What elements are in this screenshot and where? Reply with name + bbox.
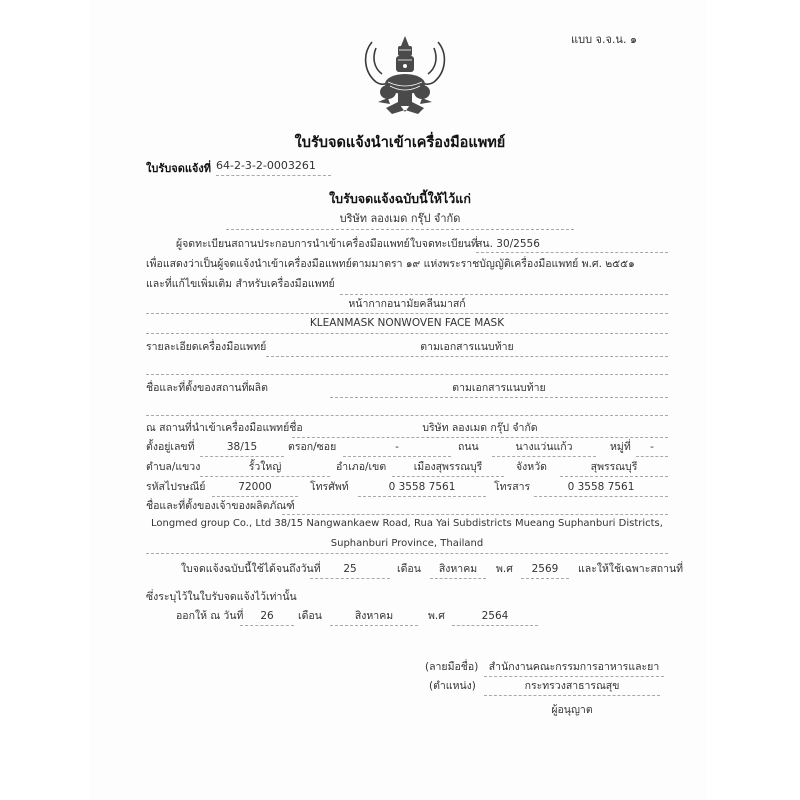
registration-dotted-line [216,175,331,176]
validity-year-label: พ.ศ [496,563,513,575]
province-value: สุพรรณบุรี [590,461,638,473]
position-label: (ตำแหน่ง) [429,680,476,692]
owner-label: ชื่อและที่ตั้งของเจ้าของผลิตภัณฑ์ [146,500,295,512]
blank-dotted-line-1 [146,374,668,375]
subdistrict-label: ตำบล/แขวง [146,461,201,473]
province-dotted-line [560,476,668,477]
issued-year: 2564 [481,610,509,622]
road-label: ถนน [458,441,479,453]
company-name: บริษัท ลองเมด กรุ๊ป จำกัด [339,212,461,225]
issued-year-label: พ.ศ [428,610,445,622]
postal-label: รหัสไปรษณีย์ [146,481,206,493]
moo-dotted-line [636,456,668,457]
subdistrict-value: รั้วใหญ่ [248,461,282,473]
owner-address-line-1: Longmed group Co., Ltd 38/15 Nangwankaew Road, Rua Yai Subdistricts Mueang Suphanburi Districts, [151,518,663,529]
device-details-dotted-line [266,356,668,357]
import-site-value: บริษัท ลองเมด กรุ๊ป จำกัด [422,422,538,434]
document-title: ใบรับจดแจ้งนำเข้าเครื่องมือแพทย์ [294,135,506,151]
moo-value: - [650,441,654,453]
validity-day-dotted-line [310,578,390,579]
signature-value: สำนักงานคณะกรรมการอาหารและยา [488,661,660,673]
fax-label: โทรสาร [494,481,531,493]
postal-value: 72000 [238,481,272,493]
issued-month-label: เดือน [298,610,322,622]
statement-line-2: และที่แก้ไขเพิ่มเติม สำหรับเครื่องมือแพทย์ [146,278,335,290]
device-th-dotted-line [146,313,668,314]
position-dotted-line [484,695,660,696]
statement-dotted-line [340,294,668,295]
phone-label: โทรศัพท์ [310,481,349,493]
soi-label: ตรอก/ซอย [288,441,337,453]
owner-address-line-2: Suphanburi Province, Thailand [330,538,484,549]
phone-value: 0 3558 7561 [388,481,456,493]
license-reg-value: สน. 30/2556 [476,238,540,250]
statement-line-1: เพื่อแสดงว่าเป็นผู้จดแจ้งนำเข้าเครื่องมือแพทย์ตามมาตรา ๑๙ แห่งพระราชบัญญัติเครื่องมือแพทย์ พ.ศ. ๒๕๕๑ [146,258,635,270]
garuda-emblem-icon [358,32,452,122]
postal-dotted-line [212,496,298,497]
house-no-dotted-line [200,456,284,457]
form-code: แบบ จ.จ.น. ๑ [571,33,637,46]
district-label: อำเภอ/เขต [336,461,387,473]
device-name-th: หน้ากากอนามัยคลีนมาสก์ [348,298,466,310]
road-dotted-line [492,456,596,457]
device-name-en: KLEANMASK NONWOVEN FACE MASK [309,317,505,329]
device-details-value: ตามเอกสารแนบท้าย [420,341,514,353]
validity-line-2: ซึ่งระบุไว้ในใบรับจดแจ้งไว้เท่านั้น [146,591,297,603]
device-en-dotted-line [146,333,668,334]
district-value: เมืองสุพรรณบุรี [413,461,483,473]
fax-value: 0 3558 7561 [567,481,635,493]
house-no-label: ตั้งอยู่เลขที่ [146,441,195,453]
manufacturer-dotted-line [330,397,668,398]
phone-dotted-line [358,496,486,497]
signature-dotted-line [484,676,664,677]
validity-day: 25 [343,563,357,575]
house-no-value: 38/15 [226,441,258,453]
registration-label: ใบรับจดแจ้งที่ [146,162,211,175]
validity-year-dotted-line [521,578,569,579]
issued-label: ออกให้ ณ วันที่ [176,610,244,622]
blank-dotted-line-2 [146,415,668,416]
owner-label-dotted-line [282,514,668,515]
signatory-role: ผู้อนุญาต [551,704,593,716]
subdistrict-dotted-line [200,476,330,477]
soi-dotted-line [343,456,451,457]
registration-number: 64-2-3-2-0003261 [216,159,316,172]
owner-dotted-line [146,553,668,554]
validity-label: ใบจดแจ้งฉบับนี้ใช้ได้จนถึงวันที่ [181,563,321,575]
position-value: กระทรวงสาธารณสุข [524,680,620,692]
company-dotted-line [226,229,574,230]
district-dotted-line [392,476,504,477]
fax-dotted-line [534,496,668,497]
moo-label: หมู่ที่ [610,441,631,453]
validity-tail: และให้ใช้เฉพาะสถานที่ [578,563,684,575]
validity-month-dotted-line [430,578,486,579]
province-label: จังหวัด [516,461,547,473]
issued-month: สิงหาคม [354,610,394,622]
import-site-label: ณ สถานที่นำเข้าเครื่องมือแพทย์ชื่อ [146,422,303,434]
validity-year: 2569 [531,563,559,575]
manufacturer-value: ตามเอกสารแนบท้าย [452,382,546,394]
road-value: นางแว่นแก้ว [515,441,573,453]
import-site-dotted-line [292,437,668,438]
license-reg-label: ใบจดทะเบียนที่ [410,238,478,250]
issued-to-heading: ใบรับจดแจ้งฉบับนี้ให้ไว้แก่ [329,191,471,206]
license-label: ผู้จดทะเบียนสถานประกอบการนำเข้าเครื่องมือแพทย์ [176,238,410,250]
validity-month-label: เดือน [397,563,421,575]
license-dotted-line [476,252,668,253]
soi-value: - [395,441,399,453]
issued-day-dotted-line [240,625,294,626]
signature-label: (ลายมือชื่อ) [425,661,479,673]
validity-month: สิงหาคม [438,563,478,575]
issued-day: 26 [260,610,274,622]
issued-month-dotted-line [330,625,418,626]
issued-year-dotted-line [452,625,538,626]
manufacturer-label: ชื่อและที่ตั้งของสถานที่ผลิต [146,382,268,394]
device-details-label: รายละเอียดเครื่องมือแพทย์ [146,341,267,353]
